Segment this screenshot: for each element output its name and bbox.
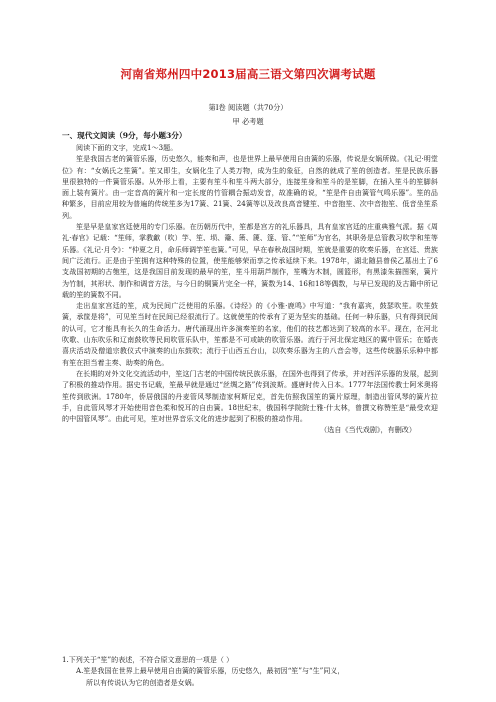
- section-heading: 一、现代文阅读（9分，每小题3分）: [62, 131, 187, 140]
- instruction: 阅读下面的文字，完成1～3题。: [76, 143, 178, 152]
- section-title: 第Ⅰ卷 阅读题（共70分）: [208, 103, 288, 112]
- question-1-stem: 1.下列关于“笙”的表述，不符合原文意思的一项是（ ）: [62, 655, 234, 664]
- source-note: （选自《当代戏剧》，有删改）: [320, 425, 416, 435]
- part-title: 甲 必考题: [232, 117, 264, 126]
- question-1-option-a-cont: 所以有传说认为它的创造者是女娲。: [86, 677, 199, 687]
- paragraph-3: 走出皇家宫廷的笙，成为民间广泛使用的乐器。《诗经》的《小雅·鹿鸣》中写道：“我有嘉宾，鼓瑟吹笙。吹笙鼓簧，承筐是将”，可见笙当时在民间已经很流行了。这就使笙的传承有了更为坚实的基础。任何一种乐器，只有得到民间的认可，它才能具有长久的生命活力。唐代涌现出许多演奏笙的名家，他们的技艺都达到了较高的水平。现在，在河北吹歌、山东吹乐和辽南鼓吹等民间吹管乐队中，笙都是不可或缺的吹管乐器。流行于河北保定地区的翼中管乐；在婚丧喜庆活动及僧道宗教仪式中演奏的山东鼓吹；流行于山西五台山，以吹奏乐器为主的八音会等，这些传统器乐乐种中都有笙在担当着主奏、助奏的角色。: [62, 301, 438, 367]
- paragraph-2: 笙是早是皇家宫廷使用的专门乐器。在历朝历代中，笙都是宫方的礼乐器具，具有皇家宫廷的庄重典雅气派。据《周礼·春官》记载：“笙师，掌教龡（吹）竽、笙、埙、籥、箫、篪、篴、管、”“笙师”为官名，其职务是总管教习吹竽和笙等乐器。《礼记·月令》：“仲夏之月，命乐师调竽笙也簧。”可见，早在春秋战国时期，笙就是重要的吹奏乐器，在宫廷、贵族间广泛流行。正是由于笙拥有这种特殊的位置，使笙能够荣而享之传承延续下来。1978年，湖北随县曾侯乙墓出土了6支战国初期的古匏笙，这是我国目前发现的最早的笙，笙斗用葫芦制作，笙嘴为木制，圆篮形，有黑漆朱描图案，簧片为竹制，其形状、制作和调音方法，与今日的铜簧片完全一样，簧数为14、16和18等偶数，与早已发现的及古籍中所记载的笙的簧数不同。: [62, 222, 438, 299]
- exam-title: 河南省郑州四中2013届高三语文第四次调考试题: [120, 67, 376, 81]
- question-1: [62, 654, 438, 688]
- question-1-option-a: A.笙是我国在世界上最早使用自由簧的簧管乐器，历史悠久，最初因“笙”与“生”同义，: [76, 666, 345, 676]
- paragraph-4: 在长期的对外文化交流活动中，笙这门古老的中国传统民族乐器，在国外也得到了传承，并对西洋乐器的发展，起到了积极的推动作用。据史书记载，笙最早就是通过“丝绸之路”传到波斯。盛唐时传入日本。1777年法国传教士阿米奥将笙传到欧洲。1780年，侨居俄国的丹麦管风琴制造家柯斯尼克，首先仿照我国笙的簧片原理，制造出管风琴的簧片拉手，自此管风琴才开始使用音色柔和悦耳的自由簧。18世纪末，俄国科学院院士雅·什太林，曾撰文称赞笙是“最受欢迎的中国管风琴”。由此可见，笙对世界音乐文化的进步起到了积极的推动作用。: [62, 368, 438, 424]
- reading-passage: [62, 142, 438, 436]
- paragraph-1: 笙是我国古老的簧管乐器，历史悠久，能奏和声，也是世界上最早使用自由簧的乐器，传说是女娲所做。《礼记·明堂位》有：“女娲氏之笙簧”。笙又即生，女娲化生了人类万物，成为生的象征，自然的就成了笙的创造者。笙是民族乐器里很独特的一件簧管乐器。从外形上看，主要有笙斗和笙斗两大部分，连接笙身和笙斗的是笙脚，在插入笙斗的笙脚斜面上装有簧片。由一定音高的簧片和一定长度的竹管耦合振动发音，故准确的说，“笙是件自由簧管气鸣乐器”。笙的品种繁多，目前应用较为普遍的传统笙多为17簧、21簧、24簧等以及改良高音键笙、中音抱笙、次中音抱笙、低音坐笙系列。: [62, 154, 438, 220]
